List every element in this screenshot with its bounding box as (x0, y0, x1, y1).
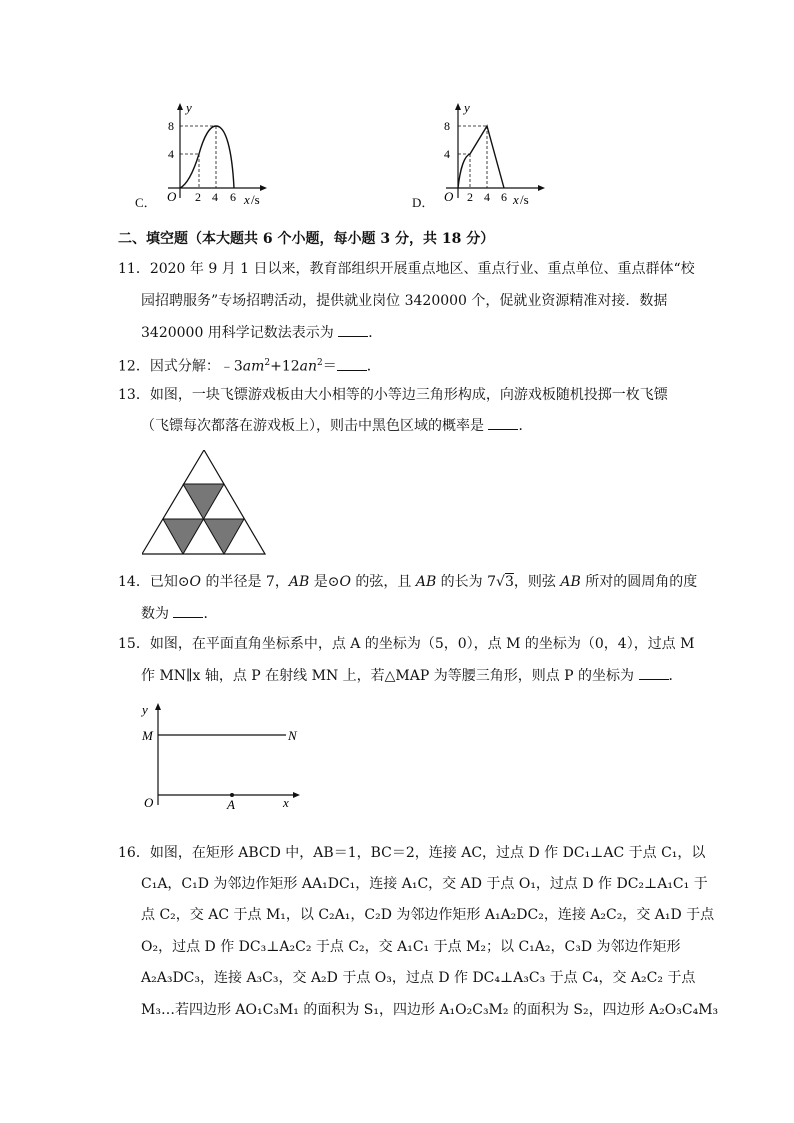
option-d-label: D． (412, 195, 435, 210)
option-c-label: C． (135, 195, 157, 210)
q14-line1: 14．已知⊙O 的半径是 7，AB 是⊙O 的弦，且 AB 的长为 7√3，则弦 AB 所对的圆周角的度 (118, 574, 698, 590)
q14-text-g: 所对的圆周角的度 (580, 574, 698, 590)
q16-line5: A₂A₃DC₃，连接 A₃C₃，交 A₂D 于点 O₃，过点 D 作 DC₄⊥A₃C₃ 于点 C₄，交 A₂C₂ 于点 (141, 970, 696, 986)
q16-line4: O₂，过点 D 作 DC₃⊥A₂C₂ 于点 C₂，交 A₁C₁ 于点 M₂；以 C₁A₂，C₃D 为邻边作矩形 (141, 939, 681, 955)
graph-c-tick-x2: 2 (195, 190, 201, 204)
q15-line2: 作 MN∥x 轴，点 P 在射线 MN 上，若△MAP 为等腰三角形，则点 P 的坐标为 ． (141, 665, 683, 686)
q11-answer-blank[interactable] (338, 322, 368, 337)
q14-line2: 数为 ． (141, 603, 217, 624)
fig15-y-arrow (155, 703, 161, 710)
graph-c-curve (180, 126, 234, 188)
q15-answer-blank[interactable] (639, 665, 669, 680)
graph-d-x-label: x (513, 192, 519, 207)
q16-line6: M₃…若四边形 AO₁C₃M₁ 的面积为 S₁，四边形 A₁O₂C₃M₂ 的面积为 S₂，四边形 A₂O₃C₄M₃ (141, 1002, 719, 1018)
graph-d-tick-x6: 6 (501, 190, 507, 204)
graph-d-x-arrow (538, 185, 545, 191)
graph-c-origin: O (167, 189, 177, 204)
graph-c-tick-4: 4 (168, 147, 174, 161)
graph-d-tick-x2: 2 (467, 190, 473, 204)
q15-line1: 15．如图，在平面直角坐标系中，点 A 的坐标为（5，0），点 M 的坐标为（0，4），过点 M (118, 636, 695, 652)
graph-d-y-label: y (464, 100, 470, 115)
q13-line2: （飞镖每次都落在游戏板上），则击中黑色区域的概率是 ． (141, 415, 532, 436)
q13-line1: 13．如图，一块飞镖游戏板由大小相等的小等边三角形构成，向游戏板随机投掷一枚飞镖 (118, 387, 668, 403)
fig15-m-label: M (142, 728, 153, 743)
fig15-x-arrow (293, 792, 300, 798)
fig15-y-label: y (142, 702, 148, 717)
q11-line3: 3420000 用科学记数法表示为 ． (141, 322, 382, 343)
graph-d-tick-x4: 4 (484, 190, 490, 204)
coordinate-figure (138, 700, 308, 815)
graph-c-y-arrow (177, 103, 183, 110)
q16-line2: C₁A，C₁D 为邻边作矩形 AA₁DC₁，连接 A₁C，交 AD 于点 O₁，过点 D 作 DC₂⊥A₁C₁ 于 (141, 876, 708, 892)
section-heading: 二、填空题（本大题共 6 个小题，每小题 3 分，共 18 分） (118, 231, 495, 247)
shaded-triangle-right (203, 519, 244, 554)
q12-answer-blank[interactable] (337, 356, 367, 371)
fig15-x-label: x (283, 795, 289, 810)
graph-c-x-unit: /s (251, 192, 260, 207)
graph-c-x-arrow (260, 185, 267, 191)
q11-line1: 11．2020 年 9 月 1 日以来，教育部组织开展重点地区、重点行业、重点单位、重点群体“校 (118, 261, 695, 277)
graph-d-origin: O (444, 189, 454, 204)
q14-text-a: 14．已知⊙ (118, 574, 190, 590)
graph-c-tick-8: 8 (168, 119, 174, 133)
q14-text-d: 的弦，且 (350, 574, 416, 590)
q14-text-e: 的长为 7 (436, 574, 497, 590)
graph-d (436, 100, 551, 210)
q16-line1: 16．如图，在矩形 ABCD 中，AB＝1，BC＝2，连接 AC，过点 D 作 DC₁⊥AC 于点 C₁，以 (118, 845, 706, 861)
graph-c-tick-x4: 4 (212, 190, 218, 204)
q12-prefix: 12．因式分解：﹣3 (118, 358, 243, 375)
q14-answer-blank[interactable] (173, 603, 203, 618)
q15-line2-text: 作 MN∥x 轴，点 P 在射线 MN 上，若△MAP 为等腰三角形，则点 P 的坐标为 (141, 668, 635, 684)
graph-d-curve (458, 126, 504, 188)
q14-text-f: ，则弦 (513, 574, 561, 590)
shaded-triangle-left (163, 519, 204, 554)
q11-line2: 园招聘服务”专场招聘活动，提供就业岗位 3420000 个，促就业资源精准对接．数据 (141, 293, 668, 309)
graph-c-tick-x6: 6 (230, 190, 236, 204)
graph-d-tick-8: 8 (444, 119, 450, 133)
fig15-origin: O (144, 795, 154, 810)
q14-text-c: 是⊙ (309, 574, 340, 590)
fig15-a-label: A (227, 797, 235, 812)
q12-line: 12．因式分解：$﹣3am^2+12an^2=$ ． (118, 353, 381, 377)
graph-d-tick-4: 4 (444, 147, 450, 161)
q16-line3: 点 C₂，交 AC 于点 M₁，以 C₂A₁，C₂D 为邻边作矩形 A₁A₂DC₂，连接 A₂C₂，交 A₁D 于点 (141, 907, 715, 923)
q14-text-b: 的半径是 7， (201, 574, 289, 590)
graph-d-x-unit: /s (520, 192, 529, 207)
dartboard-figure (142, 450, 266, 556)
q14-line2-text: 数为 (141, 606, 169, 622)
graph-c (158, 100, 273, 210)
graph-c-y-label: y (186, 100, 192, 115)
sqrt-3: √3 (496, 574, 514, 590)
graph-c-x-label: x (244, 192, 250, 207)
q13-answer-blank[interactable] (488, 415, 518, 430)
q13-line2-text: （飞镖每次都落在游戏板上），则击中黑色区域的概率是 (141, 418, 484, 434)
q11-line3-text: 3420000 用科学记数法表示为 (141, 325, 334, 341)
shaded-triangle-top (183, 484, 224, 519)
fig15-n-label: N (288, 728, 297, 743)
graph-d-y-arrow (455, 103, 461, 110)
